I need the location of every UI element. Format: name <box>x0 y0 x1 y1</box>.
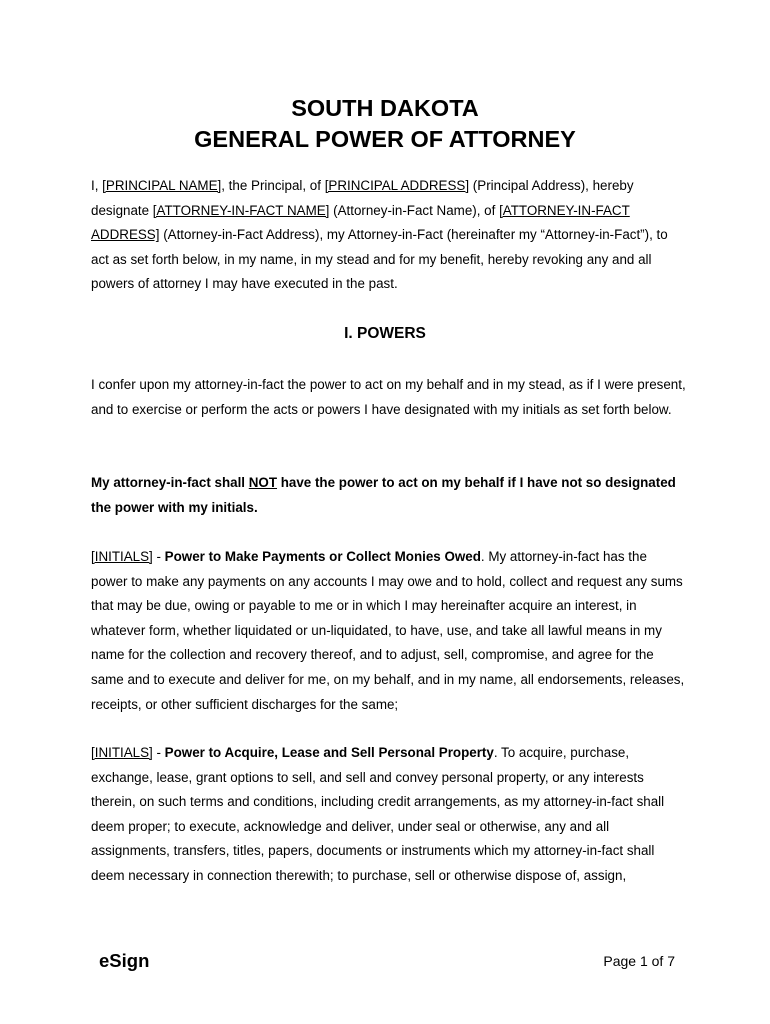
power-paragraph-personal-property: [INITIALS] - Power to Acquire, Lease and Sell Personal Property. To acquire, purchase, exchange, lease, grant options to sell, and sell and convey personal property, or any interests therein, on such terms and conditions, including credit arrangements, as my attorney-in-fact shall deem proper; to execute, acknowledge and deliver, under seal or otherwise, any and all assignments, transfers, titles, papers, documents or instruments which my attorney-in-fact shall deem necessary in connection therewith; to purchase, sell or otherwise dispose of, assign, <box>91 745 665 883</box>
notice-paragraph: My attorney-in-fact shall NOT have the power to act on my behalf if I have not so designated the power with my initials. <box>91 475 676 515</box>
document-title-line-1: SOUTH DAKOTA <box>291 95 479 121</box>
attorney-name-field[interactable]: [ATTORNEY-IN-FACT NAME] <box>152 202 330 218</box>
attorney-address-field[interactable]: [ATTORNEY-IN-FACT ADDRESS] <box>91 202 630 243</box>
document-title-line-2: GENERAL POWER OF ATTORNEY <box>194 126 576 152</box>
section-heading-powers: I. POWERS <box>344 325 426 342</box>
power-title: Power to Make Payments or Collect Monies Owed <box>164 549 481 564</box>
power-title: Power to Acquire, Lease and Sell Personal Property <box>164 745 494 760</box>
intro-paragraph: I, [PRINCIPAL NAME], the Principal, of [PRINCIPAL ADDRESS] (Principal Address), hereby designate [ATTORNEY-IN-FACT NAME] (Attorney-in-Fact Name), of [ATTORNEY-IN-FACT ADDRESS] (Attorney-in-Fact Address), my Attorney-in-Fact (hereinafter my “Attorney-in-Fact”), to act as set forth below, in my name, in my stead and for my benefit, hereby revoking any and all powers of attorney I may have executed in the past. <box>91 178 668 292</box>
principal-address-field[interactable]: [PRINCIPAL ADDRESS] <box>324 178 470 193</box>
page-number: Page 1 of 7 <box>603 953 675 969</box>
power-paragraph-payments: [INITIALS] - Power to Make Payments or Collect Monies Owed. My attorney-in-fact has the power to make any payments on any accounts I may owe and to hold, collect and request any sums that may be due, owing or payable to me or in which I may hereinafter acquire an interest, in whatever form, whether liquidated or un-liquidated, to have, use, and take all lawful means in my name for the collection and recovery thereof, and to adjust, sell, compromise, and agree for the same and to execute and deliver for me, on my behalf, and in my name, all endorsements, releases, receipts, or other sufficient discharges for the same; <box>91 549 685 712</box>
not-emphasis: NOT <box>248 475 278 490</box>
esign-logo: eSign <box>99 950 150 971</box>
initials-field[interactable]: [INITIALS] <box>91 745 153 760</box>
principal-name-field[interactable]: [PRINCIPAL NAME] <box>102 178 222 193</box>
powers-intro-paragraph: I confer upon my attorney-in-fact the power to act on my behalf and in my stead, as if I were present, and to exercise or perform the acts or powers I have designated with my initials as set forth below. <box>91 377 686 417</box>
initials-field[interactable]: [INITIALS] <box>91 549 153 564</box>
